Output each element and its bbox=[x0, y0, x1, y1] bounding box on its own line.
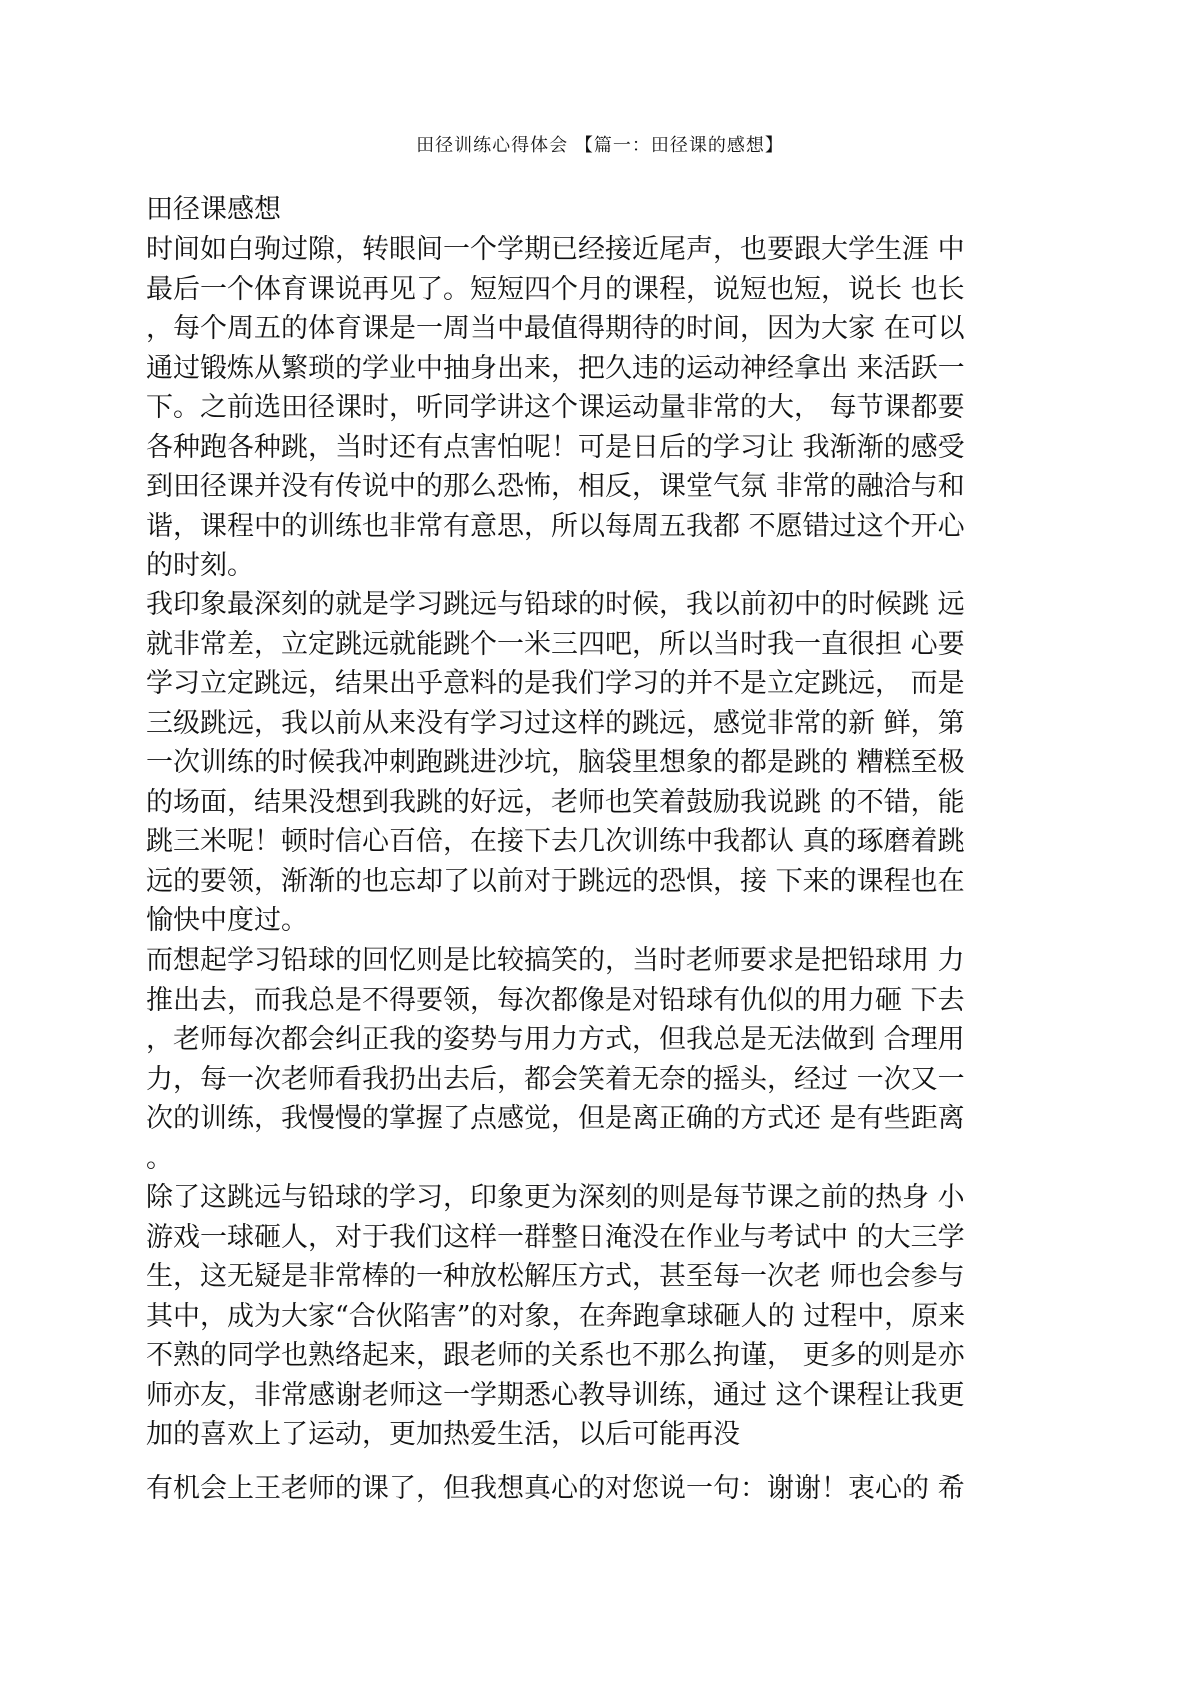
text-line: 跳三米呢！顿时信心百倍，在接下去几次训练中我都认 真的琢磨着跳 bbox=[146, 826, 965, 857]
paragraph-3 bbox=[146, 941, 1076, 1178]
text-line: 三级跳远，我以前从来没有学习过这样的跳远，感觉非常的新 鲜，第 bbox=[146, 707, 965, 739]
page-header-title: 田径训练心得体会 【篇一：田径课的感想】 bbox=[416, 135, 784, 156]
paragraph-1 bbox=[146, 230, 1076, 586]
text-line: 加的喜欢上了运动，更加热爱生活，以后可能再没 bbox=[146, 1419, 740, 1450]
text-line: 时间如白驹过隙，转眼间一个学期已经接近尾声，也要跟大学生涯 中 bbox=[146, 234, 965, 265]
text-line: 到田径课并没有传说中的那么恐怖，相反，课堂气氛 非常的融洽与和 bbox=[146, 471, 965, 502]
text-line: 次的训练，我慢慢的掌握了点感觉，但是离正确的方式还 是有些距离 bbox=[146, 1103, 965, 1134]
text-line: 学习立定跳远，结果出乎意料的是我们学习的并不是立定跳远， 而是 bbox=[146, 668, 965, 699]
text-line: 游戏一球砸人，对于我们这样一群整日淹没在作业与考试中 的大三学 bbox=[146, 1221, 965, 1253]
text-line: ，每个周五的体育课是一周当中最值得期待的时间，因为大家 在可以 bbox=[146, 313, 965, 344]
text-line: 的场面，结果没想到我跳的好远，老师也笑着鼓励我说跳 的不错，能 bbox=[146, 786, 965, 818]
text-line: 各种跑各种跳，当时还有点害怕呢！可是日后的学习让 我渐渐的感受 bbox=[146, 431, 965, 463]
paragraph-4 bbox=[146, 1178, 1076, 1455]
text-line: 谐，课程中的训练也非常有意思，所以每周五我都 不愿错过这个开心 bbox=[146, 510, 965, 542]
text-line: 其中，成为大家“合伙陷害”的对象，在奔跑拿球砸人的 过程中，原来 bbox=[146, 1300, 966, 1332]
text-line: 。 bbox=[146, 1142, 173, 1174]
text-line: 师亦友，非常感谢老师这一学期悉心教导训练，通过 这个课程让我更 bbox=[146, 1379, 965, 1411]
text-line: 通过锻炼从繁琐的学业中抽身出来，把久违的运动神经拿出 来活跃一 bbox=[146, 352, 965, 384]
text-line: 不熟的同学也熟络起来，跟老师的关系也不那么拘谨， 更多的则是亦 bbox=[146, 1340, 965, 1371]
text-line: 我印象最深刻的就是学习跳远与铅球的时候，我以前初中的时候跳 远 bbox=[146, 589, 965, 620]
text-line: 有机会上王老师的课了，但我想真心的对您说一句：谢谢！衷心的 希 bbox=[146, 1473, 965, 1504]
text-line: ，老师每次都会纠正我的姿势与用力方式，但我总是无法做到 合理用 bbox=[146, 1024, 965, 1055]
text-line: 生，这无疑是非常棒的一种放松解压方式，甚至每一次老 师也会参与 bbox=[146, 1261, 965, 1292]
text-line: 而想起学习铅球的回忆则是比较搞笑的，当时老师要求是把铅球用 力 bbox=[146, 945, 965, 976]
text-line: 下。之前选田径课时，听同学讲这个课运动量非常的大， 每节课都要 bbox=[146, 392, 965, 423]
text-line: 一次训练的时候我冲刺跑跳进沙坑，脑袋里想象的都是跳的 糟糕至极 bbox=[146, 747, 965, 778]
text-line: 远的要领，渐渐的也忘却了以前对于跳远的恐惧，接 下来的课程也在 bbox=[146, 865, 965, 897]
document-subtitle: 田径课感想 bbox=[146, 194, 281, 225]
text-line: 就非常差，立定跳远就能跳个一米三四吧，所以当时我一直很担 心要 bbox=[146, 628, 965, 660]
text-line: 除了这跳远与铅球的学习，印象更为深刻的则是每节课之前的热身 小 bbox=[146, 1182, 965, 1213]
text-line: 愉快中度过。 bbox=[146, 905, 308, 936]
text-line: 推出去，而我总是不得要领，每次都像是对铅球有仇似的用力砸 下去 bbox=[146, 984, 965, 1016]
text-line: 力，每一次老师看我扔出去后，都会笑着无奈的摇头，经过 一次又一 bbox=[146, 1063, 965, 1095]
text-line: 的时刻。 bbox=[146, 550, 254, 581]
paragraph-2 bbox=[146, 585, 1076, 941]
paragraph-5 bbox=[146, 1469, 1076, 1509]
text-line: 最后一个体育课说再见了。短短四个月的课程，说短也短，说长 也长 bbox=[146, 273, 965, 305]
